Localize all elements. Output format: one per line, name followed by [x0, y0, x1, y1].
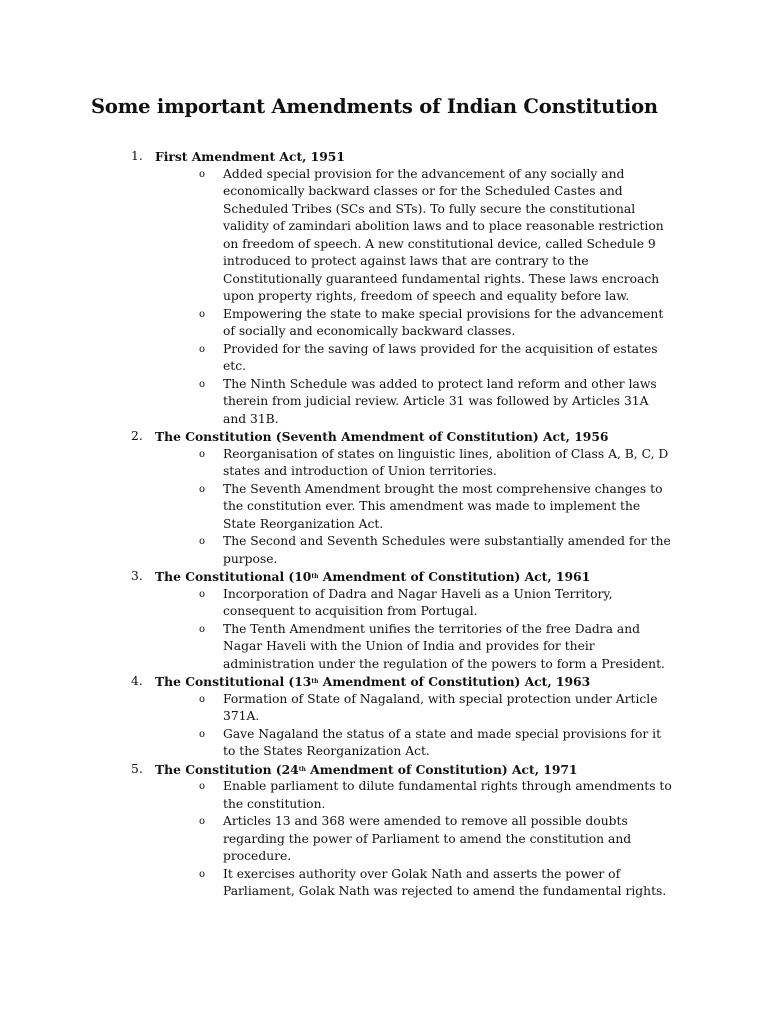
sub-bullet — [0, 778, 675, 813]
bullet-circle-icon: o — [199, 343, 206, 355]
bullet-text: Provided for the saving of laws provided for the acquisition of estates etc. — [223, 341, 658, 373]
bullet-text: The Tenth Amendment unifies the territories of the free Dadra and Nagar Haveli with the Union of India and provides for their administration under the regulation of the powers to form a President. — [223, 621, 665, 671]
sub-bullet — [0, 481, 675, 534]
bullet-circle-icon: o — [199, 448, 206, 460]
item-heading — [0, 428, 768, 446]
page-title: Some important Amendments of Indian Constitution — [91, 95, 658, 118]
item-heading — [0, 568, 768, 586]
heading-text: The Constitution (Seventh Amendment of Constitution) Act, 1956 — [155, 429, 609, 444]
bullet-text: Incorporation of Dadra and Nagar Haveli as a Union Territory, consequent to acquisition from Portugal. — [223, 586, 613, 618]
amendments-list — [0, 148, 768, 901]
bullet-circle-icon: o — [199, 693, 206, 705]
sub-bullet — [0, 691, 675, 726]
sub-bullet — [0, 376, 675, 429]
bullet-circle-icon: o — [199, 728, 206, 740]
bullet-circle-icon: o — [199, 536, 206, 547]
heading-text-end: Amendment of Constitution) Act, 1963 — [318, 674, 591, 689]
sub-bullet — [0, 306, 675, 341]
list-item — [0, 673, 768, 761]
sub-bullet — [0, 446, 675, 481]
sub-bullet — [0, 813, 675, 866]
item-number: 3. — [131, 569, 143, 583]
heading-text-end: Amendment of Constitution) Act, 1961 — [318, 569, 591, 584]
bullet-text: Added special provision for the advancement of any socially and economically backward classes or for the Scheduled Castes and Scheduled Tribes (SCs and STs). To fully secure the constitutional validity of zamindari abolition laws and to place reasonable restriction on freedom of speech. A new constitutional device, called Schedule 9 introduced to protect against laws that are contrary to the Constitutionally guaranteed fundamental rights. These laws encroach upon property rights, freedom of speech and equality before law. — [223, 166, 664, 303]
heading-text: The Constitution (24 — [155, 761, 299, 777]
bullet-text: Empowering the state to make special provisions for the advancement of socially and economically backward classes. — [223, 306, 664, 338]
bullet-circle-icon: o — [199, 781, 206, 792]
item-number: 4. — [131, 674, 143, 688]
bullet-circle-icon: o — [199, 816, 206, 827]
heading-superscript: th — [311, 678, 319, 685]
sub-bullet — [0, 726, 675, 761]
list-item — [0, 568, 768, 673]
bullet-circle-icon: o — [199, 168, 206, 180]
list-item — [0, 428, 768, 568]
bullet-text: Reorganisation of states on linguistic lines, abolition of Class A, B, C, D states and introduction of Union territories. — [223, 446, 669, 478]
item-number: 1. — [131, 149, 143, 163]
list-item — [0, 761, 768, 901]
sub-bullet — [0, 621, 675, 674]
item-heading — [0, 673, 768, 691]
bullet-text: Enable parliament to dilute fundamental rights through amendments to the constitution. — [223, 779, 672, 811]
bullet-text: The Second and Seventh Schedules were substantially amended for the purpose. — [223, 534, 671, 566]
item-number: 5. — [131, 761, 143, 776]
bullet-text: Gave Nagaland the status of a state and made special provisions for it to the States Reorganization Act. — [223, 726, 662, 758]
sub-bullet — [0, 586, 675, 621]
bullet-text: The Ninth Schedule was added to protect land reform and other laws therein from judicial review. Article 31 was followed by Articles 31A and 31B. — [223, 376, 657, 426]
sub-bullet — [0, 533, 675, 568]
sub-bullet — [0, 341, 675, 376]
bullet-text: The Seventh Amendment brought the most comprehensive changes to the constitution ever. This amendment was made to implement the State Reorganization Act. — [223, 481, 663, 531]
bullet-text: Articles 13 and 368 were amended to remove all possible doubts regarding the power of Parliament to amend the constitution and procedure. — [223, 814, 632, 863]
item-heading — [0, 148, 768, 166]
sub-bullet — [0, 166, 675, 306]
heading-superscript: th — [311, 573, 319, 580]
heading-text: First Amendment Act, 1951 — [155, 149, 345, 164]
bullet-text: Formation of State of Nagaland, with special protection under Article 371A. — [223, 691, 658, 723]
bullet-circle-icon: o — [199, 588, 206, 600]
item-number: 2. — [131, 429, 143, 443]
heading-text-end: Amendment of Constitution) Act, 1971 — [305, 761, 578, 777]
heading-superscript: th — [298, 765, 306, 773]
bullet-circle-icon: o — [199, 483, 206, 495]
bullet-circle-icon: o — [199, 623, 206, 635]
bullet-text: It exercises authority over Golak Nath and asserts the power of Parliament, Golak Nath was rejected to amend the fundamental rights. — [223, 866, 667, 898]
heading-text: The Constitutional (10 — [155, 569, 312, 584]
bullet-circle-icon: o — [199, 868, 206, 880]
item-heading — [0, 761, 768, 779]
heading-text: The Constitutional (13 — [155, 674, 312, 689]
bullet-circle-icon: o — [199, 378, 206, 390]
bullet-circle-icon: o — [199, 308, 206, 320]
list-item — [0, 148, 768, 428]
sub-bullet — [0, 866, 675, 901]
